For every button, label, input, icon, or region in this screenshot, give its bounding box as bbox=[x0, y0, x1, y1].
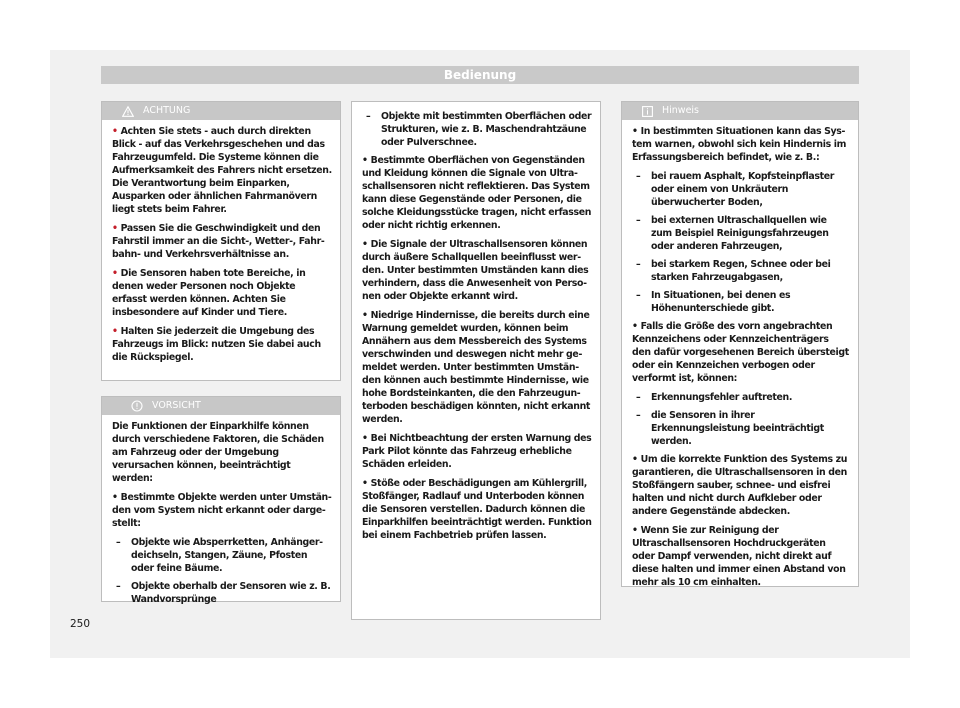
list-item bbox=[632, 125, 850, 164]
hinweis-header bbox=[622, 102, 858, 120]
list-item bbox=[362, 238, 592, 303]
list-item bbox=[112, 222, 332, 261]
page-number: 250 bbox=[70, 618, 91, 630]
dash-marker: – bbox=[636, 171, 641, 182]
bullet-dot: • bbox=[632, 454, 638, 465]
dash-marker: – bbox=[636, 215, 641, 226]
bullet-dot: • bbox=[362, 478, 368, 489]
hinweis-dash: In Situationen, bei denen es Höhenunterschiede gibt. bbox=[651, 290, 791, 314]
achtung-label: ACHTUNG bbox=[143, 105, 191, 116]
bullet-dot: • bbox=[362, 433, 368, 444]
hinweis-dash: bei externen Ultraschallquellen wie zum Beispiel Reinigungsfahrzeugen oder anderen Fahrzeugen, bbox=[651, 215, 829, 252]
middle-text: Stöße oder Beschädigungen am Kühlergrill, Stoßfänger, Radlauf und Unterboden können die Sensoren verstellen. Dadurch können die Einparkhilfen beeinträchtigt werden. Funktion bei einem Fachbetrieb prüfen lassen. bbox=[362, 478, 592, 541]
hinweis-text: Um die korrekte Funktion des Systems zu garantieren, die Ultraschallsensoren in den Stoßfängern sauber, schnee- und eisfrei halten und nicht durch Aufkleber oder andere Gegenstände abdecken. bbox=[632, 454, 848, 517]
achtung-text: Die Sensoren haben tote Bereiche, in denen weder Personen noch Objekte erfasst werden können. Achten Sie insbesondere auf Kinder und Tiere. bbox=[112, 268, 306, 318]
bullet-dot: • bbox=[362, 155, 368, 166]
middle-dash: Objekte mit bestimmten Oberflächen oder Strukturen, wie z. B. Maschendrahtzäune oder Pulverschnee. bbox=[381, 111, 592, 148]
list-item bbox=[632, 170, 850, 209]
vorsicht-intro: Die Funktionen der Einparkhilfe können durch verschiedene Faktoren, die Schäden am Fahrzeug oder der Umgebung verursachen können, beeinträchtigt werden: bbox=[112, 421, 324, 484]
page bbox=[50, 50, 910, 658]
caution-circle-icon bbox=[130, 399, 144, 413]
list-item bbox=[112, 325, 332, 364]
achtung-text: Achten Sie stets - auch durch direkten Blick - auf das Verkehrsgeschehen und das Fahrzeugumfeld. Die Systeme können die Aufmerksamkeit des Fahrers nicht ersetzen. Die Verantwortung beim Einparken, Ausparken oder ähnlichen Fahrmanövern liegt stets beim Fahrer. bbox=[112, 126, 332, 215]
list-item bbox=[632, 391, 850, 404]
list-item bbox=[112, 536, 332, 575]
hinweis-body bbox=[622, 120, 858, 601]
hinweis-dash: Erkennungsfehler auftreten. bbox=[651, 392, 793, 403]
list-item bbox=[632, 289, 850, 315]
vorsicht-header bbox=[102, 397, 340, 415]
list-item bbox=[112, 125, 332, 216]
bullet-dot: • bbox=[362, 239, 368, 250]
bullet-dot: • bbox=[632, 126, 638, 137]
page-header: Bedienung bbox=[101, 66, 859, 84]
dash-marker: – bbox=[636, 392, 641, 403]
warning-triangle-icon bbox=[121, 104, 135, 118]
vorsicht-bullet: Bestimmte Objekte werden unter Umständen vom System nicht erkannt oder dargestellt: bbox=[112, 492, 332, 529]
list-item bbox=[362, 110, 592, 149]
hinweis-text: Wenn Sie zur Reinigung der Ultraschallsensoren Hochdruckgeräten oder Dampf verwenden, nicht direkt auf diese halten und immer einen Abstand von mehr als 10 cm einhalten. bbox=[632, 525, 846, 588]
middle-body bbox=[352, 102, 600, 554]
achtung-text: Passen Sie die Geschwindigkeit und den Fahrstil immer an die Sicht-, Wetter-, Fahrbahn- und Verkehrsverhältnisse an. bbox=[112, 223, 325, 260]
list-item bbox=[632, 214, 850, 253]
list-item bbox=[362, 477, 592, 542]
hinweis-dash: bei starkem Regen, Schnee oder bei starken Fahrzeugabgasen, bbox=[651, 259, 831, 283]
list-item bbox=[632, 320, 850, 385]
list-item bbox=[632, 258, 850, 284]
bullet-dot: • bbox=[112, 126, 118, 137]
achtung-box bbox=[101, 101, 341, 381]
hinweis-dash: bei rauem Asphalt, Kopfsteinpflaster oder einem von Unkräutern überwucherter Boden, bbox=[651, 171, 835, 208]
vorsicht-label: VORSICHT bbox=[152, 400, 201, 411]
list-item bbox=[112, 267, 332, 319]
hinweis-label: Hinweis bbox=[662, 105, 700, 116]
middle-text: Bei Nichtbeachtung der ersten Warnung des Park Pilot könnte das Fahrzeug erhebliche Schäden erleiden. bbox=[362, 433, 592, 470]
list-item bbox=[112, 580, 332, 606]
list-item bbox=[362, 432, 592, 471]
bullet-dot: • bbox=[632, 321, 638, 332]
list-item bbox=[362, 309, 592, 426]
list-item bbox=[362, 154, 592, 232]
list-item bbox=[112, 491, 332, 530]
list-item bbox=[632, 524, 850, 589]
bullet-dot: • bbox=[112, 223, 118, 234]
dash-marker: – bbox=[636, 290, 641, 301]
hinweis-text: Falls die Größe des vorn angebrachten Kennzeichens oder Kennzeichenträgers den dafür vorgesehenen Bereich übersteigt oder ein Kennzeichen verbogen oder verformt ist, können: bbox=[632, 321, 849, 384]
list-item bbox=[632, 409, 850, 448]
info-icon bbox=[640, 104, 654, 118]
achtung-text: Halten Sie jederzeit die Umgebung des Fahrzeugs im Blick: nutzen Sie dabei auch die Rückspiegel. bbox=[112, 326, 321, 363]
hinweis-box bbox=[621, 101, 859, 587]
middle-text: Bestimmte Oberflächen von Gegenständen und Kleidung können die Signale von Ultraschallsensoren nicht reflektieren. Das System kann diese Gegenstände oder Personen, die solche Kleidungsstücke tragen, nicht erfassen oder nicht richtig erkennen. bbox=[362, 155, 592, 231]
vorsicht-dash: Objekte oberhalb der Sensoren wie z. B. Wandvorsprünge bbox=[131, 581, 331, 605]
bullet-dot: • bbox=[112, 326, 118, 337]
bullet-dot: • bbox=[632, 525, 638, 536]
dash-marker: – bbox=[636, 259, 641, 270]
dash-marker: – bbox=[636, 410, 641, 421]
vorsicht-body bbox=[102, 415, 340, 617]
middle-text: Niedrige Hindernisse, die bereits durch eine Warnung gemeldet wurden, können beim Annähern aus dem Messbereich des Systems verschwinden und deswegen nicht mehr gemeldet werden. Unter bestimmten Umständen können auch bestimmte Hindernisse, wie hohe Bordsteinkanten, die den Fahrzeugunterboden beschädigen könnten, nicht erkannt werden. bbox=[362, 310, 591, 425]
hinweis-text: In bestimmten Situationen kann das System warnen, obwohl sich kein Hindernis im Erfassungsbereich befindet, wie z. B.: bbox=[632, 126, 846, 163]
list-item bbox=[632, 453, 850, 518]
achtung-body bbox=[102, 120, 340, 376]
bullet-dot: • bbox=[362, 310, 368, 321]
dash-marker: – bbox=[116, 581, 121, 592]
vorsicht-dash: Objekte wie Absperrketten, Anhängerdeichseln, Stangen, Zäune, Pfosten oder feine Bäume. bbox=[131, 537, 324, 574]
hinweis-dash: die Sensoren in ihrer Erkennungsleistung beeinträchtigt werden. bbox=[651, 410, 824, 447]
vorsicht-box bbox=[101, 396, 341, 605]
bullet-dot: • bbox=[112, 492, 118, 503]
middle-box bbox=[351, 101, 601, 620]
achtung-header bbox=[102, 102, 340, 120]
dash-marker: – bbox=[366, 111, 371, 122]
dash-marker: – bbox=[116, 537, 121, 548]
bullet-dot: • bbox=[112, 268, 118, 279]
middle-text: Die Signale der Ultraschallsensoren können durch äußere Schallquellen beeinflusst werden. Unter bestimmten Umständen kann dies verhindern, dass die Anwesenheit von Personen oder Objekte erkannt wird. bbox=[362, 239, 589, 302]
